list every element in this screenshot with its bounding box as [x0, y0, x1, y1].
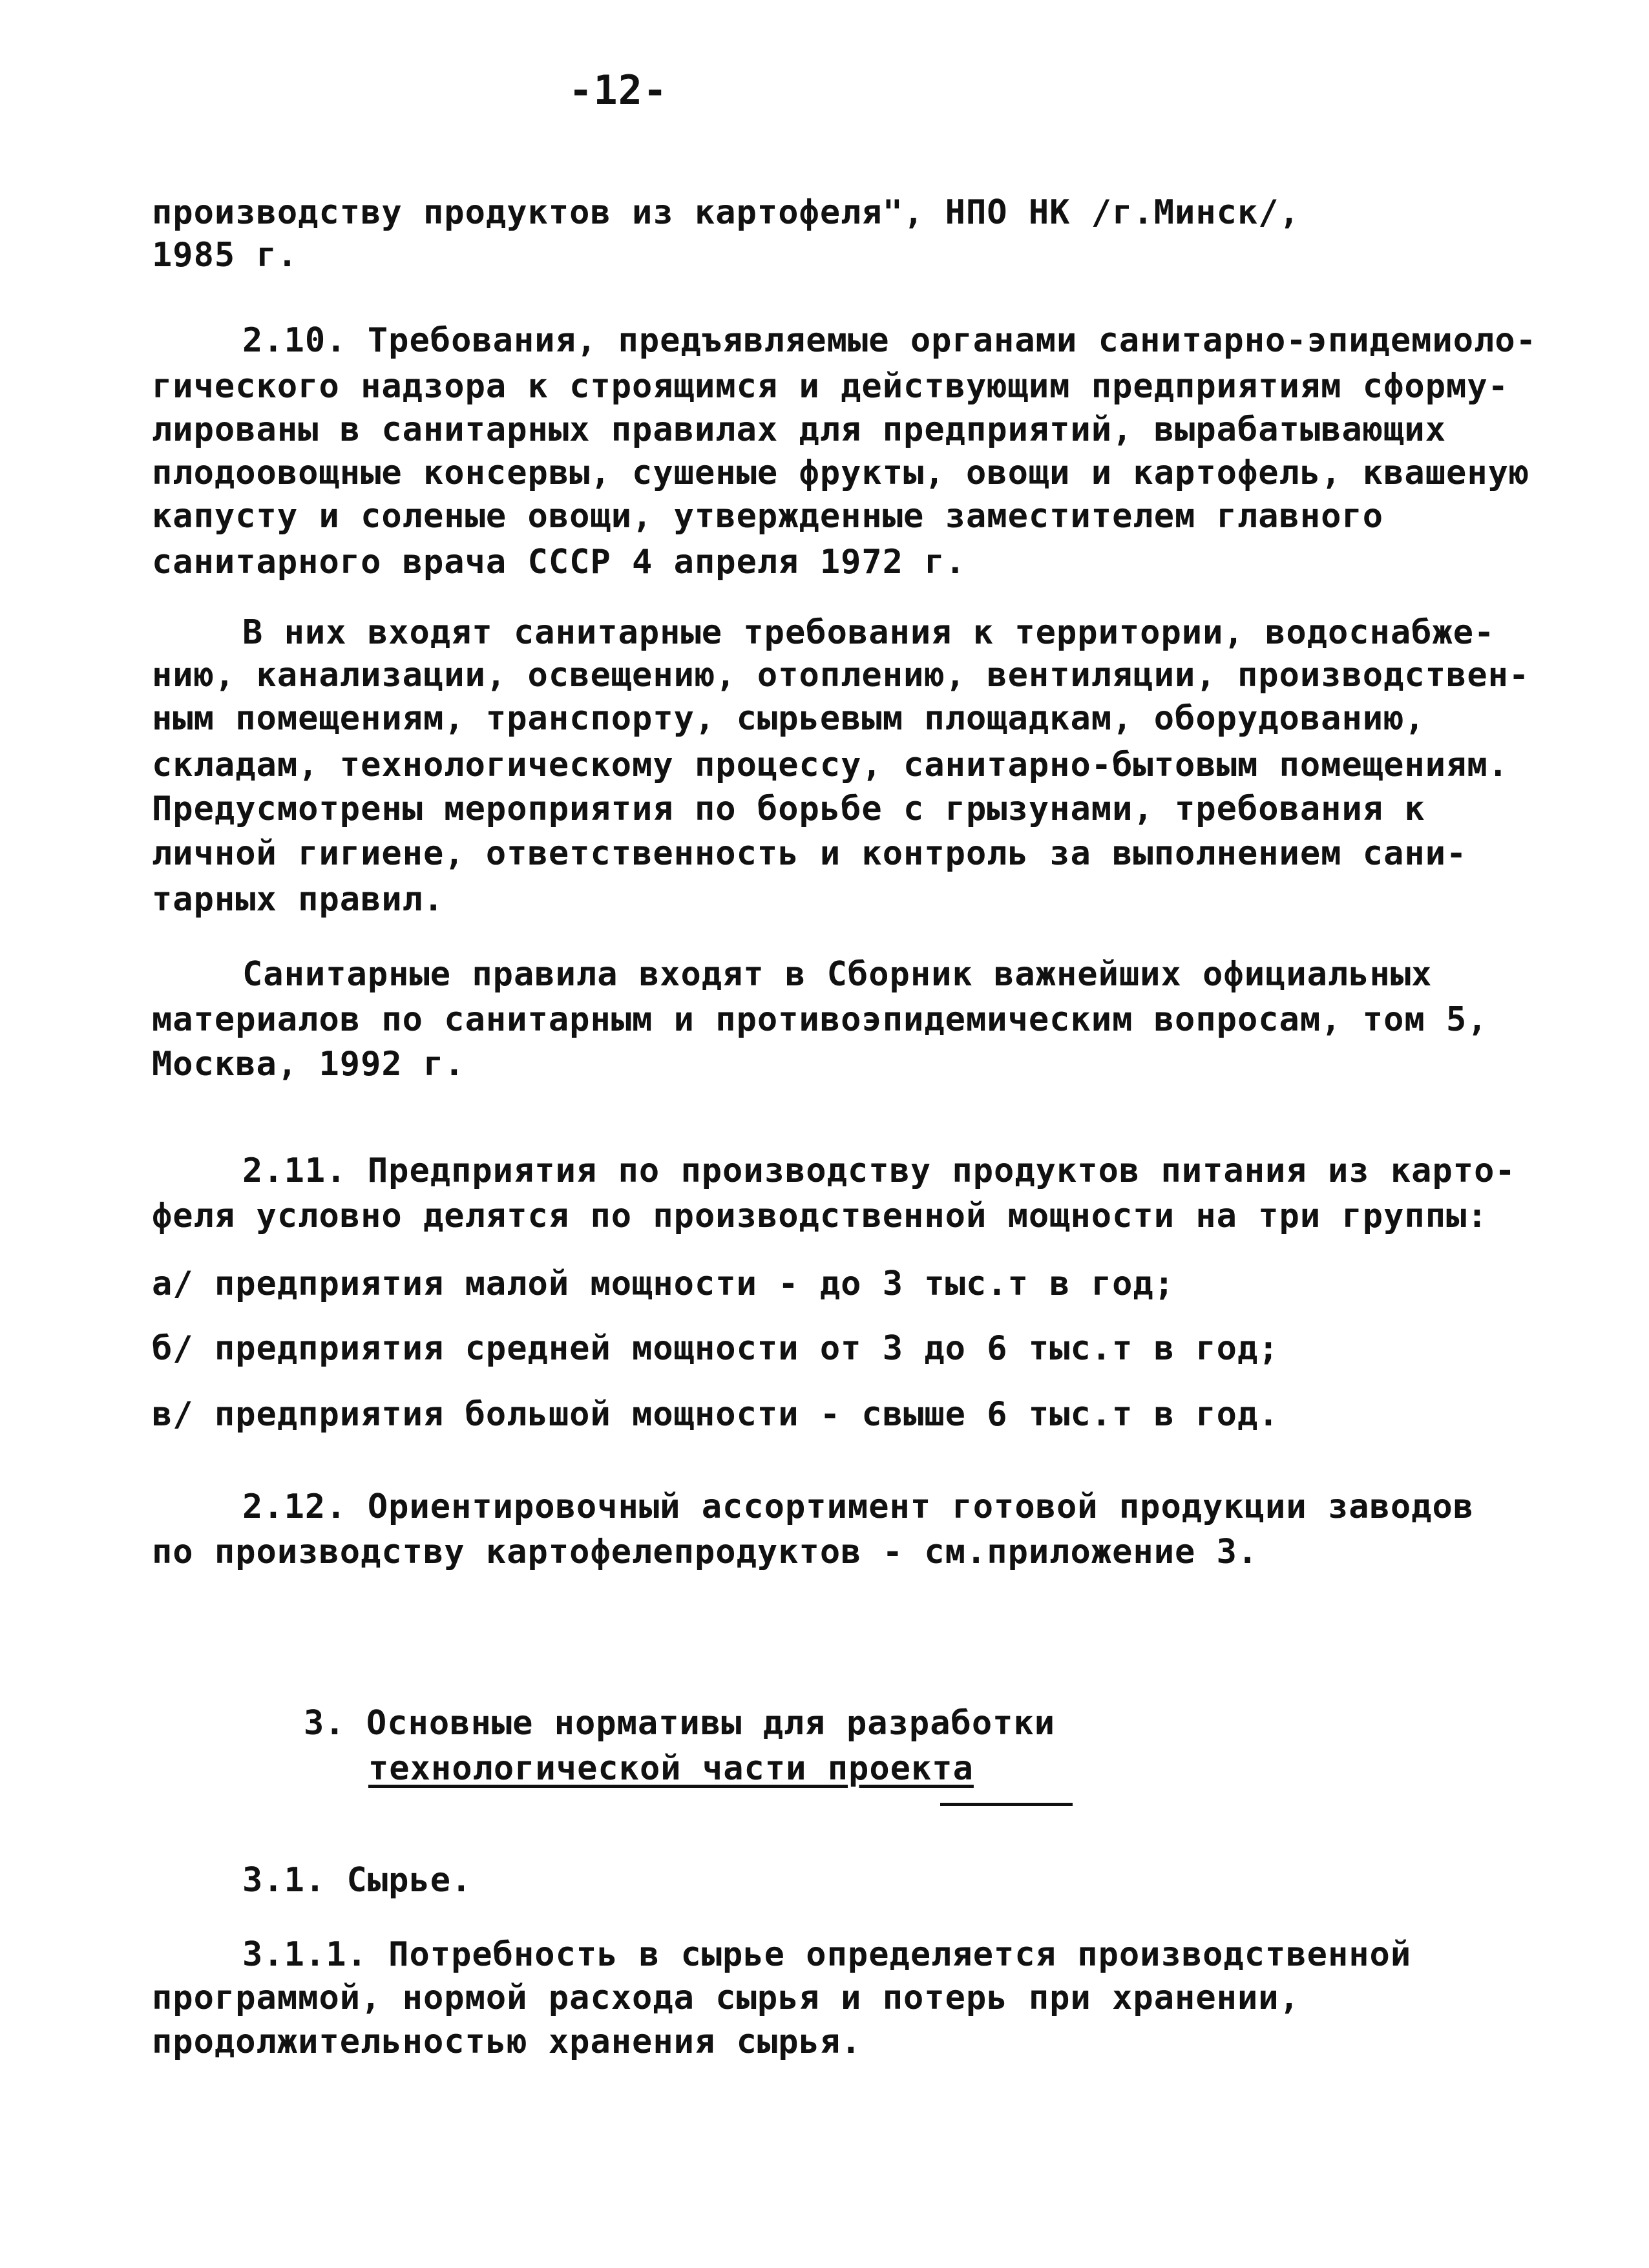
list-item: а/ предприятия малой мощности - до 3 тыс.т в год; — [152, 1265, 1175, 1303]
text-line: санитарного врача СССР 4 апреля 1972 г. — [152, 543, 966, 582]
text-line: ным помещениям, транспорту, сырьевым площадкам, оборудованию, — [152, 699, 1425, 738]
list-item: в/ предприятия большой мощности - свыше 6 тыс.т в год. — [152, 1395, 1279, 1434]
text-line: В них входят санитарные требования к территории, водоснабже- — [242, 613, 1495, 652]
text-line: плодоовощные консервы, сушеные фрукты, овощи и картофель, квашеную — [152, 454, 1530, 492]
text-line: 2.10. Требования, предъявляемые органами санитарно-эпидемиоло- — [242, 321, 1537, 360]
text-line: материалов по санитарным и противоэпидемическим вопросам, том 5, — [152, 1000, 1488, 1039]
subsection-heading: 3.1. Сырье. — [242, 1861, 472, 1900]
text-line: 1985 г. — [152, 236, 299, 275]
text-line: Санитарные правила входят в Сборник важнейших официальных — [242, 955, 1433, 994]
text-line: 2.12. Ориентировочный ассортимент готовой продукции заводов — [242, 1487, 1475, 1526]
text-line: продолжительностью хранения сырья. — [152, 2022, 862, 2061]
list-item: б/ предприятия средней мощности от 3 до 6 тыс.т в год; — [152, 1329, 1279, 1368]
text-line: Предусмотрены мероприятия по борьбе с грызунами, требования к — [152, 790, 1425, 828]
text-line: лированы в санитарных правилах для предприятий, вырабатывающих — [152, 410, 1447, 449]
text-line: тарных правил. — [152, 880, 445, 919]
section-heading-subtitle: технологической части проекта — [368, 1749, 974, 1788]
text-line: производству продуктов из картофеля", НПО НК /г.Минск/, — [152, 193, 1300, 232]
text-line: 3.1.1. Потребность в сырье определяется производственной — [242, 1935, 1412, 1974]
text-line: 2.11. Предприятия по производству продуктов питания из карто- — [242, 1151, 1516, 1190]
text-line: складам, технологическому процессу, санитарно-бытовым помещениям. — [152, 746, 1509, 784]
text-line: феля условно делятся по производственной мощности на три группы: — [152, 1197, 1488, 1235]
text-line: нию, канализации, освещению, отоплению, вентиляции, производствен- — [152, 656, 1530, 695]
section-heading: 3. Основные нормативы для разработки — [304, 1704, 1056, 1743]
page-number: -12- — [569, 67, 668, 114]
text-line: капусту и соленые овощи, утвержденные заместителем главного — [152, 497, 1384, 536]
heading-underline — [940, 1803, 1073, 1806]
text-line: гического надзора к строящимся и действующим предприятиям сформу- — [152, 367, 1509, 406]
text-line: личной гигиене, ответственность и контроль за выполнением сани- — [152, 834, 1467, 873]
text-line: по производству картофелепродуктов - см.приложение 3. — [152, 1533, 1259, 1571]
text-line: Москва, 1992 г. — [152, 1045, 465, 1084]
text-line: программой, нормой расхода сырья и потерь при хранении, — [152, 1979, 1300, 2017]
